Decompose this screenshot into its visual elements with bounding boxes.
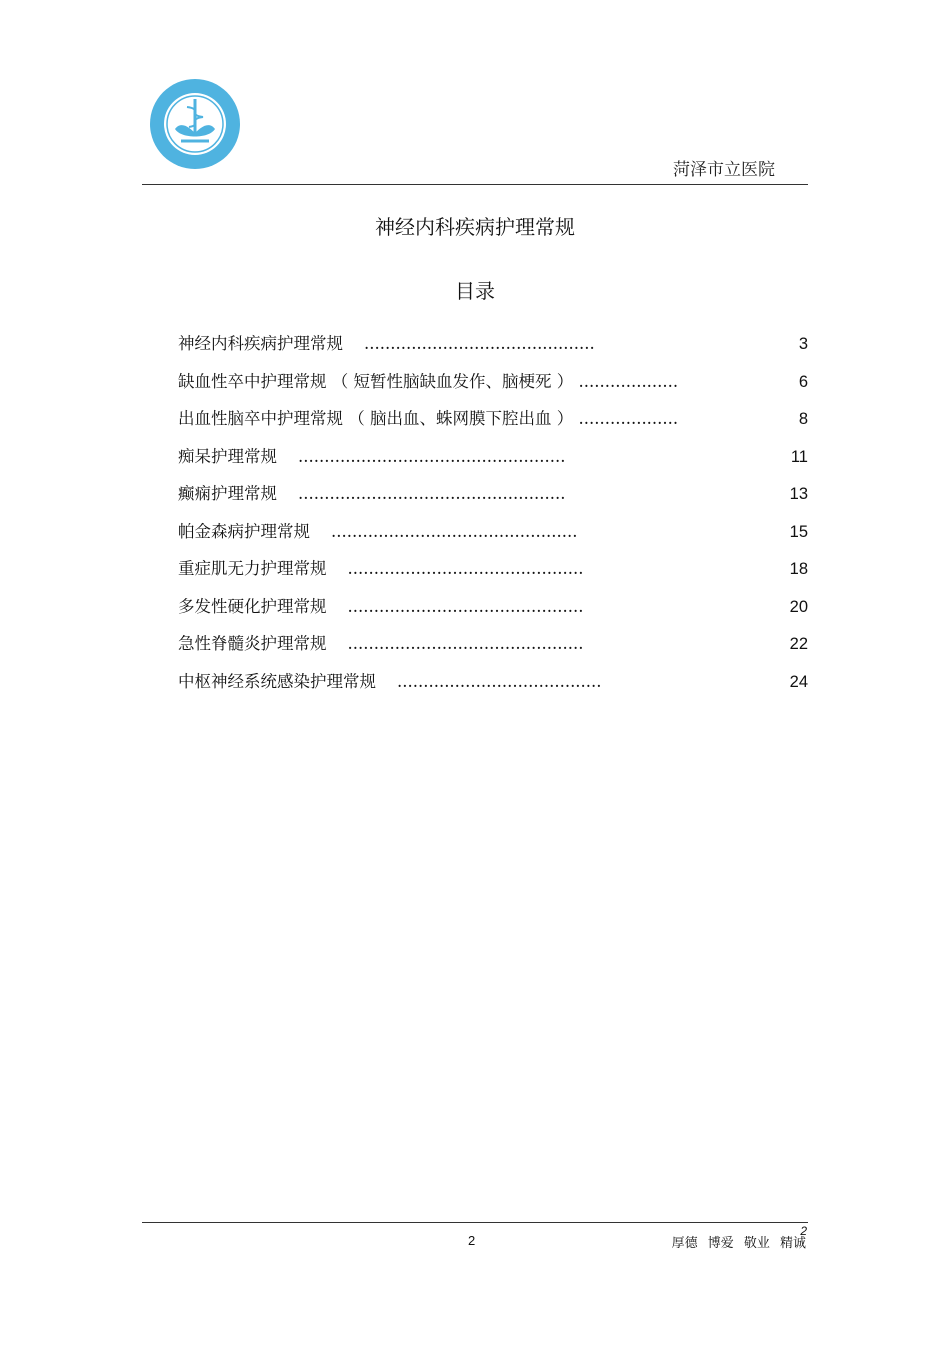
toc-leader: ............................................... (330, 521, 578, 541)
toc-entry-title: 重症肌无力护理常规 ............................................. (178, 559, 584, 578)
hospital-logo (147, 77, 243, 171)
toc-entry-title: 中枢神经系统感染护理常规 ....................................... (178, 671, 602, 691)
toc-entry[interactable] (178, 368, 808, 406)
toc-entry-title: 急性脊髓炎护理常规 ............................................. (178, 634, 584, 653)
toc-entry-page: 3 (798, 335, 808, 353)
toc-entry[interactable] (178, 518, 808, 556)
header-divider (142, 184, 808, 185)
footer-divider (142, 1222, 808, 1223)
toc-entry[interactable] (178, 555, 808, 593)
toc-entry-page: 20 (789, 597, 808, 616)
toc-leader: ................... (578, 371, 679, 391)
toc-entry-title: 癫痫护理常规 ................................................... (178, 484, 566, 503)
toc-entry[interactable] (178, 668, 808, 706)
toc-entry-title: 帕金森病护理常规 ............................................... (178, 521, 578, 541)
footer-page-number: 2 (468, 1233, 476, 1248)
toc-entry-title: 出血性脑卒中护理常规 （ 脑出血、蛛网膜下腔出血 ） ................... (178, 409, 679, 428)
toc-entry-page: 15 (789, 522, 808, 541)
toc-entry-page: 6 (798, 372, 808, 391)
toc-entry[interactable] (178, 480, 808, 518)
toc-leader: ............................................. (347, 634, 584, 653)
hospital-name: 菏泽市立医院 (673, 160, 775, 180)
toc-entry-title: 多发性硬化护理常规 ............................................. (178, 596, 584, 616)
document-title: 神经内科疾病护理常规 (375, 215, 575, 239)
toc-entry[interactable] (178, 443, 808, 481)
toc-entry-title: 痴呆护理常规 ................................................... (178, 446, 566, 466)
toc-entry-page: 24 (789, 672, 808, 691)
footer-motto: 厚德 博爱 敬业 精诚 (671, 1236, 806, 1251)
toc-leader: ................................................... (297, 484, 566, 503)
toc-entry-page: 13 (789, 485, 808, 503)
toc-leader: ....................................... (396, 671, 602, 691)
corner-page-number: 2 (800, 1224, 807, 1238)
toc-entry-page: 11 (790, 447, 808, 466)
toc-leader: ............................................ (363, 334, 595, 353)
table-of-contents (178, 330, 808, 705)
toc-entry-title: 缺血性卒中护理常规 （ 短暂性脑缺血发作、脑梗死 ） ................... (178, 371, 679, 391)
toc-entry[interactable] (178, 405, 808, 443)
toc-entry-page: 8 (798, 410, 808, 428)
toc-leader: ............................................. (347, 559, 584, 578)
toc-entry[interactable] (178, 330, 808, 368)
toc-leader: ................... (578, 409, 679, 428)
toc-entry-title: 神经内科疾病护理常规 ............................................ (178, 334, 595, 353)
toc-entry[interactable] (178, 630, 808, 668)
toc-leader: ................................................... (297, 446, 566, 466)
toc-entry-page: 22 (789, 635, 808, 653)
toc-entry[interactable] (178, 593, 808, 631)
toc-leader: ............................................. (347, 596, 584, 616)
toc-heading: 目录 (455, 279, 495, 303)
toc-entry-page: 18 (789, 560, 808, 578)
